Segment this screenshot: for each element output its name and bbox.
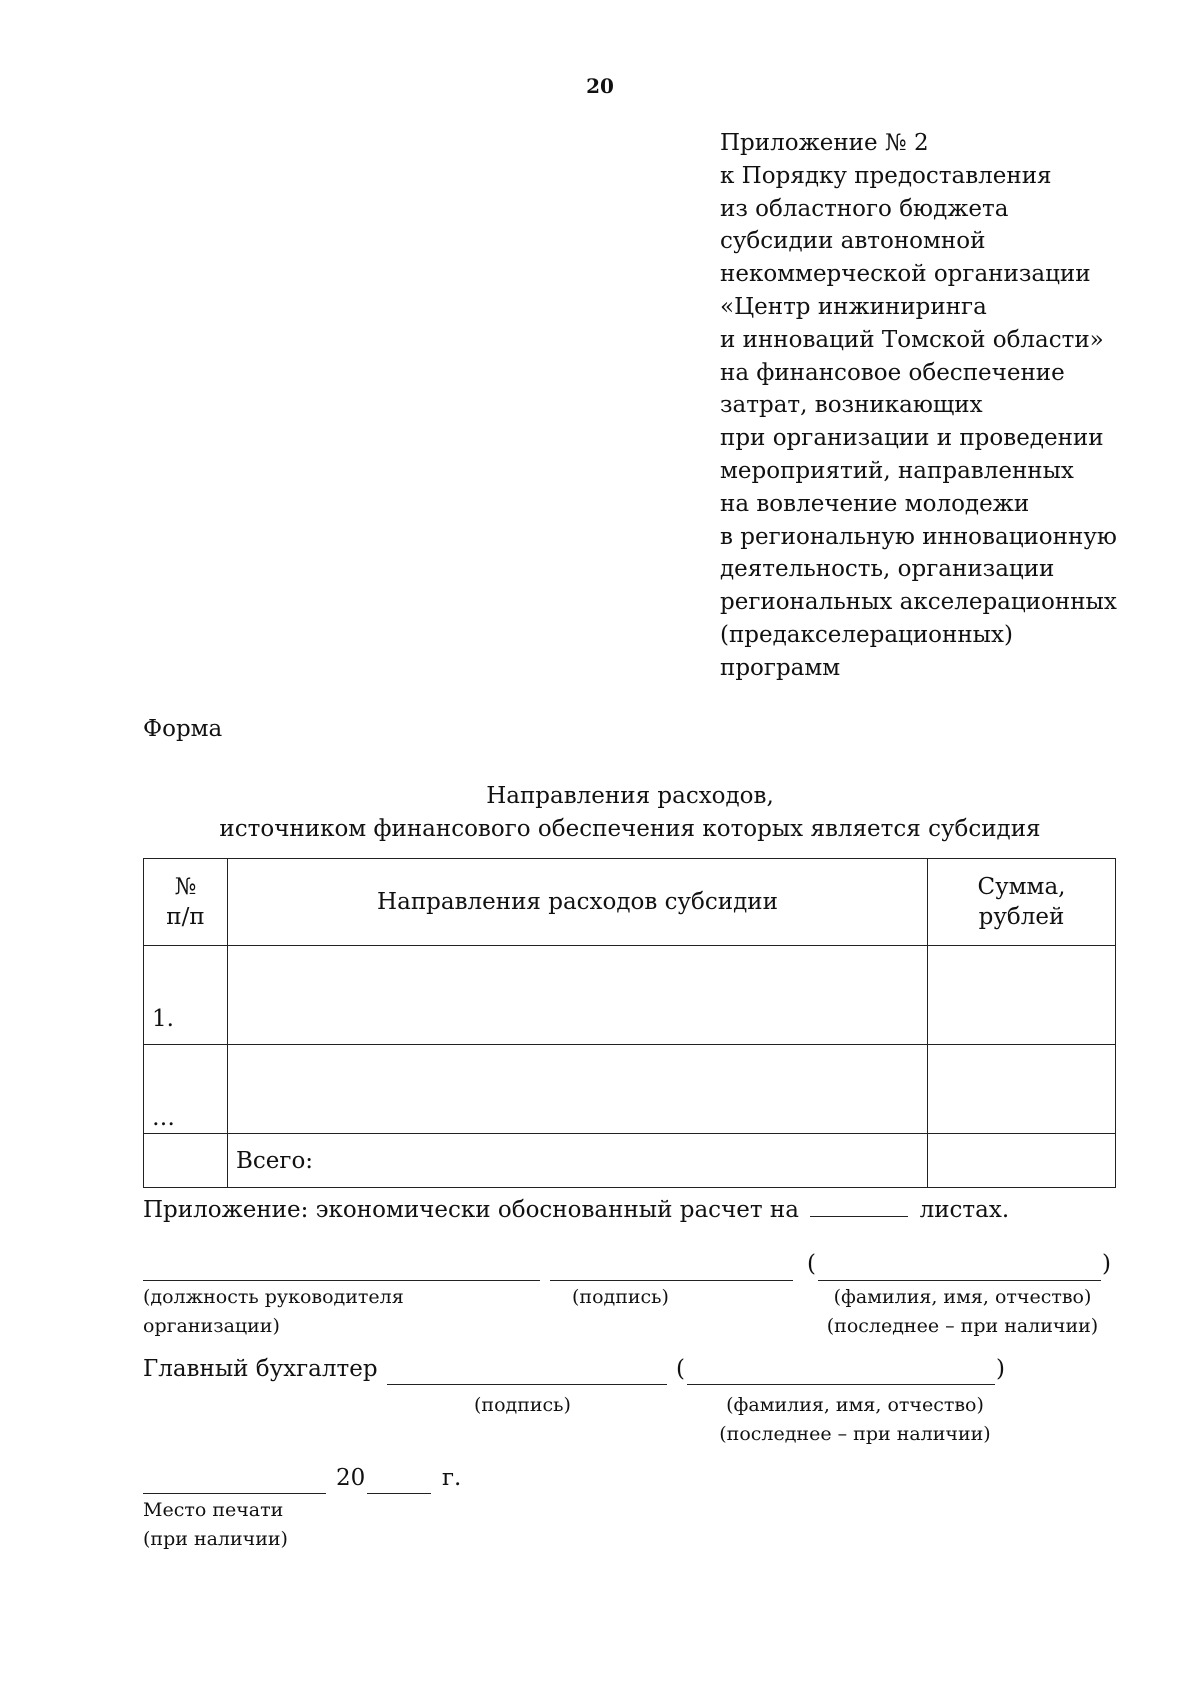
header-num-line1: №: [174, 874, 197, 900]
appendix-line: субсидии автономной: [720, 228, 986, 255]
close-paren: ): [1102, 1251, 1111, 1277]
row-direction-cell[interactable]: [228, 946, 928, 1045]
date-year-blank[interactable]: [367, 1493, 431, 1494]
table-row: [144, 1045, 1116, 1134]
open-paren: (: [807, 1251, 816, 1277]
page-number: 20: [586, 74, 614, 98]
appendix-line: из областного бюджета: [720, 195, 1009, 222]
accountant-name-blank[interactable]: [687, 1384, 995, 1385]
head-name-caption: (фамилия, имя, отчество) (последнее – при наличии): [826, 1286, 1099, 1337]
appendix-line: Приложение № 2: [720, 130, 929, 156]
header-num: [144, 859, 228, 946]
appendix-line: деятельность, организации: [720, 556, 1055, 583]
header-sum: [928, 859, 1116, 946]
table-row: [144, 946, 1116, 1045]
header-num-line2: п/п: [166, 904, 205, 930]
head-position-blank[interactable]: [143, 1280, 540, 1281]
total-num-cell: [144, 1134, 228, 1188]
expenses-table: [143, 858, 1116, 1188]
appendix-line: «Центр инжиниринга: [720, 293, 987, 320]
header-sum-line1: Сумма,: [977, 874, 1066, 900]
attachment-line: [143, 1197, 1009, 1223]
total-sum-cell[interactable]: [928, 1134, 1116, 1188]
appendix-header: [720, 127, 1180, 685]
attachment-prefix: Приложение: экономически обоснованный расчет на: [143, 1197, 799, 1223]
appendix-line: региональных акселерационных: [720, 589, 1117, 616]
total-label: Всего:: [228, 1134, 928, 1188]
row-num: …: [144, 1045, 228, 1134]
row-sum-cell[interactable]: [928, 946, 1116, 1045]
accountant-name-caption: (фамилия, имя, отчество) (последнее – при наличии): [719, 1394, 991, 1445]
accountant-signature-blank[interactable]: [387, 1384, 667, 1385]
appendix-line: программ: [720, 654, 841, 681]
appendix-line: некоммерческой организации: [720, 261, 1091, 288]
head-signature-blank[interactable]: [550, 1280, 793, 1281]
appendix-line: в региональную инновационную: [720, 523, 1117, 550]
title-line-1: Направления расходов,: [486, 783, 774, 809]
appendix-line: (предакселерационных): [720, 621, 1013, 648]
document-title: [0, 780, 1200, 846]
appendix-line: на финансовое обеспечение: [720, 359, 1065, 386]
head-position-caption: (должность руководителя организации): [143, 1286, 404, 1337]
date-year-prefix: 20: [336, 1465, 366, 1491]
row-direction-cell[interactable]: [228, 1045, 928, 1134]
header-direction: Направления расходов субсидии: [228, 859, 928, 946]
title-line-2: источником финансового обеспечения которых является субсидия: [219, 816, 1041, 842]
appendix-line: при организации и проведении: [720, 425, 1104, 452]
accountant-signature-caption: (подпись): [474, 1394, 571, 1416]
table-total-row: [144, 1134, 1116, 1188]
date-year-suffix: г.: [442, 1465, 462, 1491]
table-header-row: [144, 859, 1116, 946]
head-name-blank[interactable]: [818, 1280, 1101, 1281]
attachment-suffix: листах.: [919, 1197, 1010, 1223]
row-num: 1.: [144, 946, 228, 1045]
row-sum-cell[interactable]: [928, 1045, 1116, 1134]
stamp-caption: Место печати (при наличии): [143, 1499, 288, 1550]
form-label: Форма: [143, 716, 223, 742]
appendix-line: мероприятий, направленных: [720, 457, 1074, 484]
close-paren: ): [996, 1356, 1005, 1382]
head-signature-caption: (подпись): [572, 1286, 669, 1308]
appendix-line: и инноваций Томской области»: [720, 326, 1104, 353]
header-sum-line2: рублей: [978, 904, 1065, 930]
chief-accountant-label: Главный бухгалтер: [143, 1356, 378, 1382]
open-paren: (: [676, 1356, 685, 1382]
attachment-sheets-blank[interactable]: [810, 1216, 908, 1217]
appendix-line: затрат, возникающих: [720, 392, 983, 419]
date-day-month-blank[interactable]: [143, 1493, 326, 1494]
appendix-line: к Порядку предоставления: [720, 162, 1052, 189]
appendix-line: на вовлечение молодежи: [720, 490, 1030, 517]
